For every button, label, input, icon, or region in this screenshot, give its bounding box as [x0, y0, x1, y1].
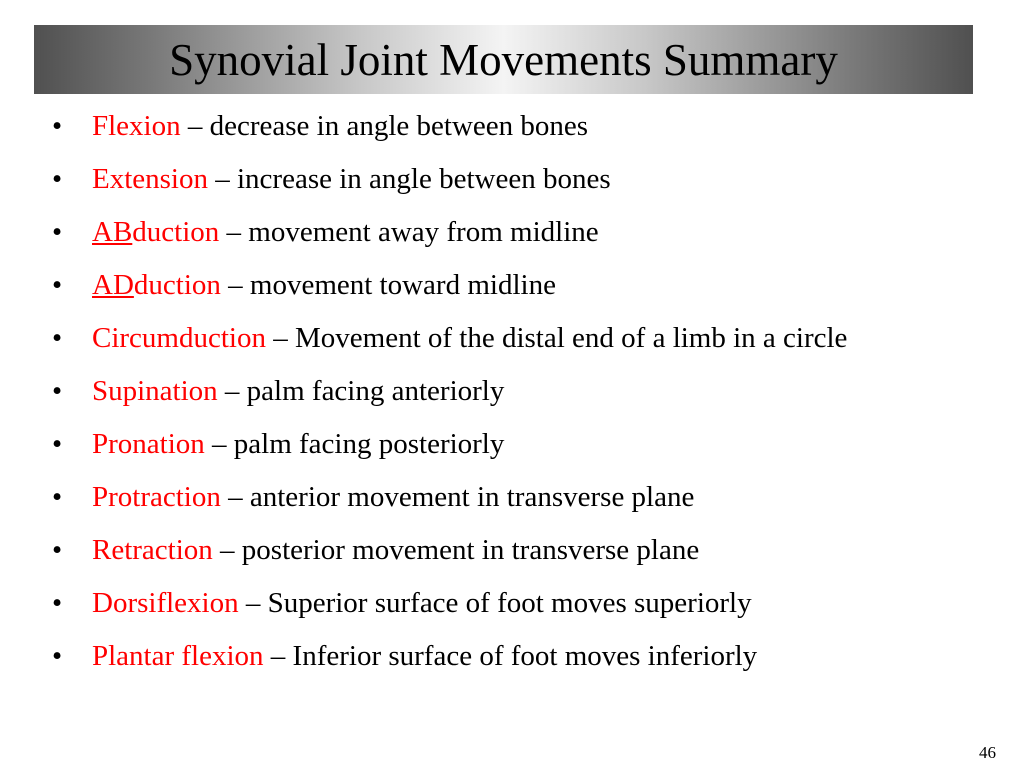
bullet-icon: • [52, 587, 63, 619]
term-definition: – palm facing anteriorly [217, 375, 505, 407]
bullet-icon: • [52, 375, 63, 407]
term-label: Supination [92, 375, 218, 407]
term-label: duction [132, 216, 220, 248]
list-item-dorsiflexion [52, 581, 982, 625]
bullet-list [52, 104, 982, 687]
term-label: Circumduction [92, 322, 266, 354]
list-item-protraction [52, 475, 982, 519]
bullet-text [92, 157, 982, 201]
bullet-icon: • [52, 216, 63, 248]
page-number: 46 [979, 743, 996, 762]
title-bar [34, 25, 973, 94]
term-label: Retraction [92, 534, 213, 566]
bullet-icon: • [52, 428, 63, 460]
list-item-extension [52, 157, 982, 201]
bullet-text [92, 475, 982, 519]
slide-title: Synovial Joint Movements Summary [169, 35, 838, 85]
list-item-adduction [52, 263, 982, 307]
term-definition: – anterior movement in transverse plane [220, 481, 695, 513]
list-item-supination [52, 369, 982, 413]
term-label: duction [133, 269, 221, 301]
bullet-text [92, 104, 982, 148]
bullet-text [92, 316, 982, 360]
term-label: Extension [92, 163, 208, 195]
bullet-icon: • [52, 640, 63, 672]
list-item-circumduction [52, 316, 982, 360]
term-label: Protraction [92, 481, 221, 513]
bullet-icon: • [52, 163, 63, 195]
list-item-retraction [52, 528, 982, 572]
list-item-flexion [52, 104, 982, 148]
term-prefix-underlined: AD [92, 269, 134, 301]
term-definition: – Inferior surface of foot moves inferiorly [263, 640, 758, 672]
term-prefix-underlined: AB [92, 216, 133, 248]
bullet-text [92, 422, 982, 466]
term-label: Pronation [92, 428, 205, 460]
term-definition: – movement away from midline [219, 216, 599, 248]
term-definition: – palm facing posteriorly [204, 428, 505, 460]
bullet-icon: • [52, 269, 63, 301]
term-definition: – Movement of the distal end of a limb in a circle [265, 322, 848, 354]
bullet-text [92, 263, 982, 307]
term-label: Plantar flexion [92, 640, 264, 672]
term-definition: – increase in angle between bones [208, 163, 611, 195]
bullet-text [92, 369, 982, 413]
list-item-plantar-flexion [52, 634, 982, 678]
term-definition: – decrease in angle between bones [180, 110, 589, 142]
bullet-text [92, 634, 982, 678]
bullet-text [92, 210, 982, 254]
term-label: Flexion [92, 110, 181, 142]
term-label: Dorsiflexion [92, 587, 239, 619]
term-definition: – posterior movement in transverse plane [212, 534, 700, 566]
term-definition: – Superior surface of foot moves superiorly [238, 587, 752, 619]
list-item-abduction [52, 210, 982, 254]
list-item-pronation [52, 422, 982, 466]
bullet-icon: • [52, 481, 63, 513]
bullet-icon: • [52, 534, 63, 566]
bullet-icon: • [52, 322, 63, 354]
bullet-text [92, 581, 982, 625]
bullet-text [92, 528, 982, 572]
bullet-icon: • [52, 110, 63, 142]
term-definition: – movement toward midline [220, 269, 556, 301]
